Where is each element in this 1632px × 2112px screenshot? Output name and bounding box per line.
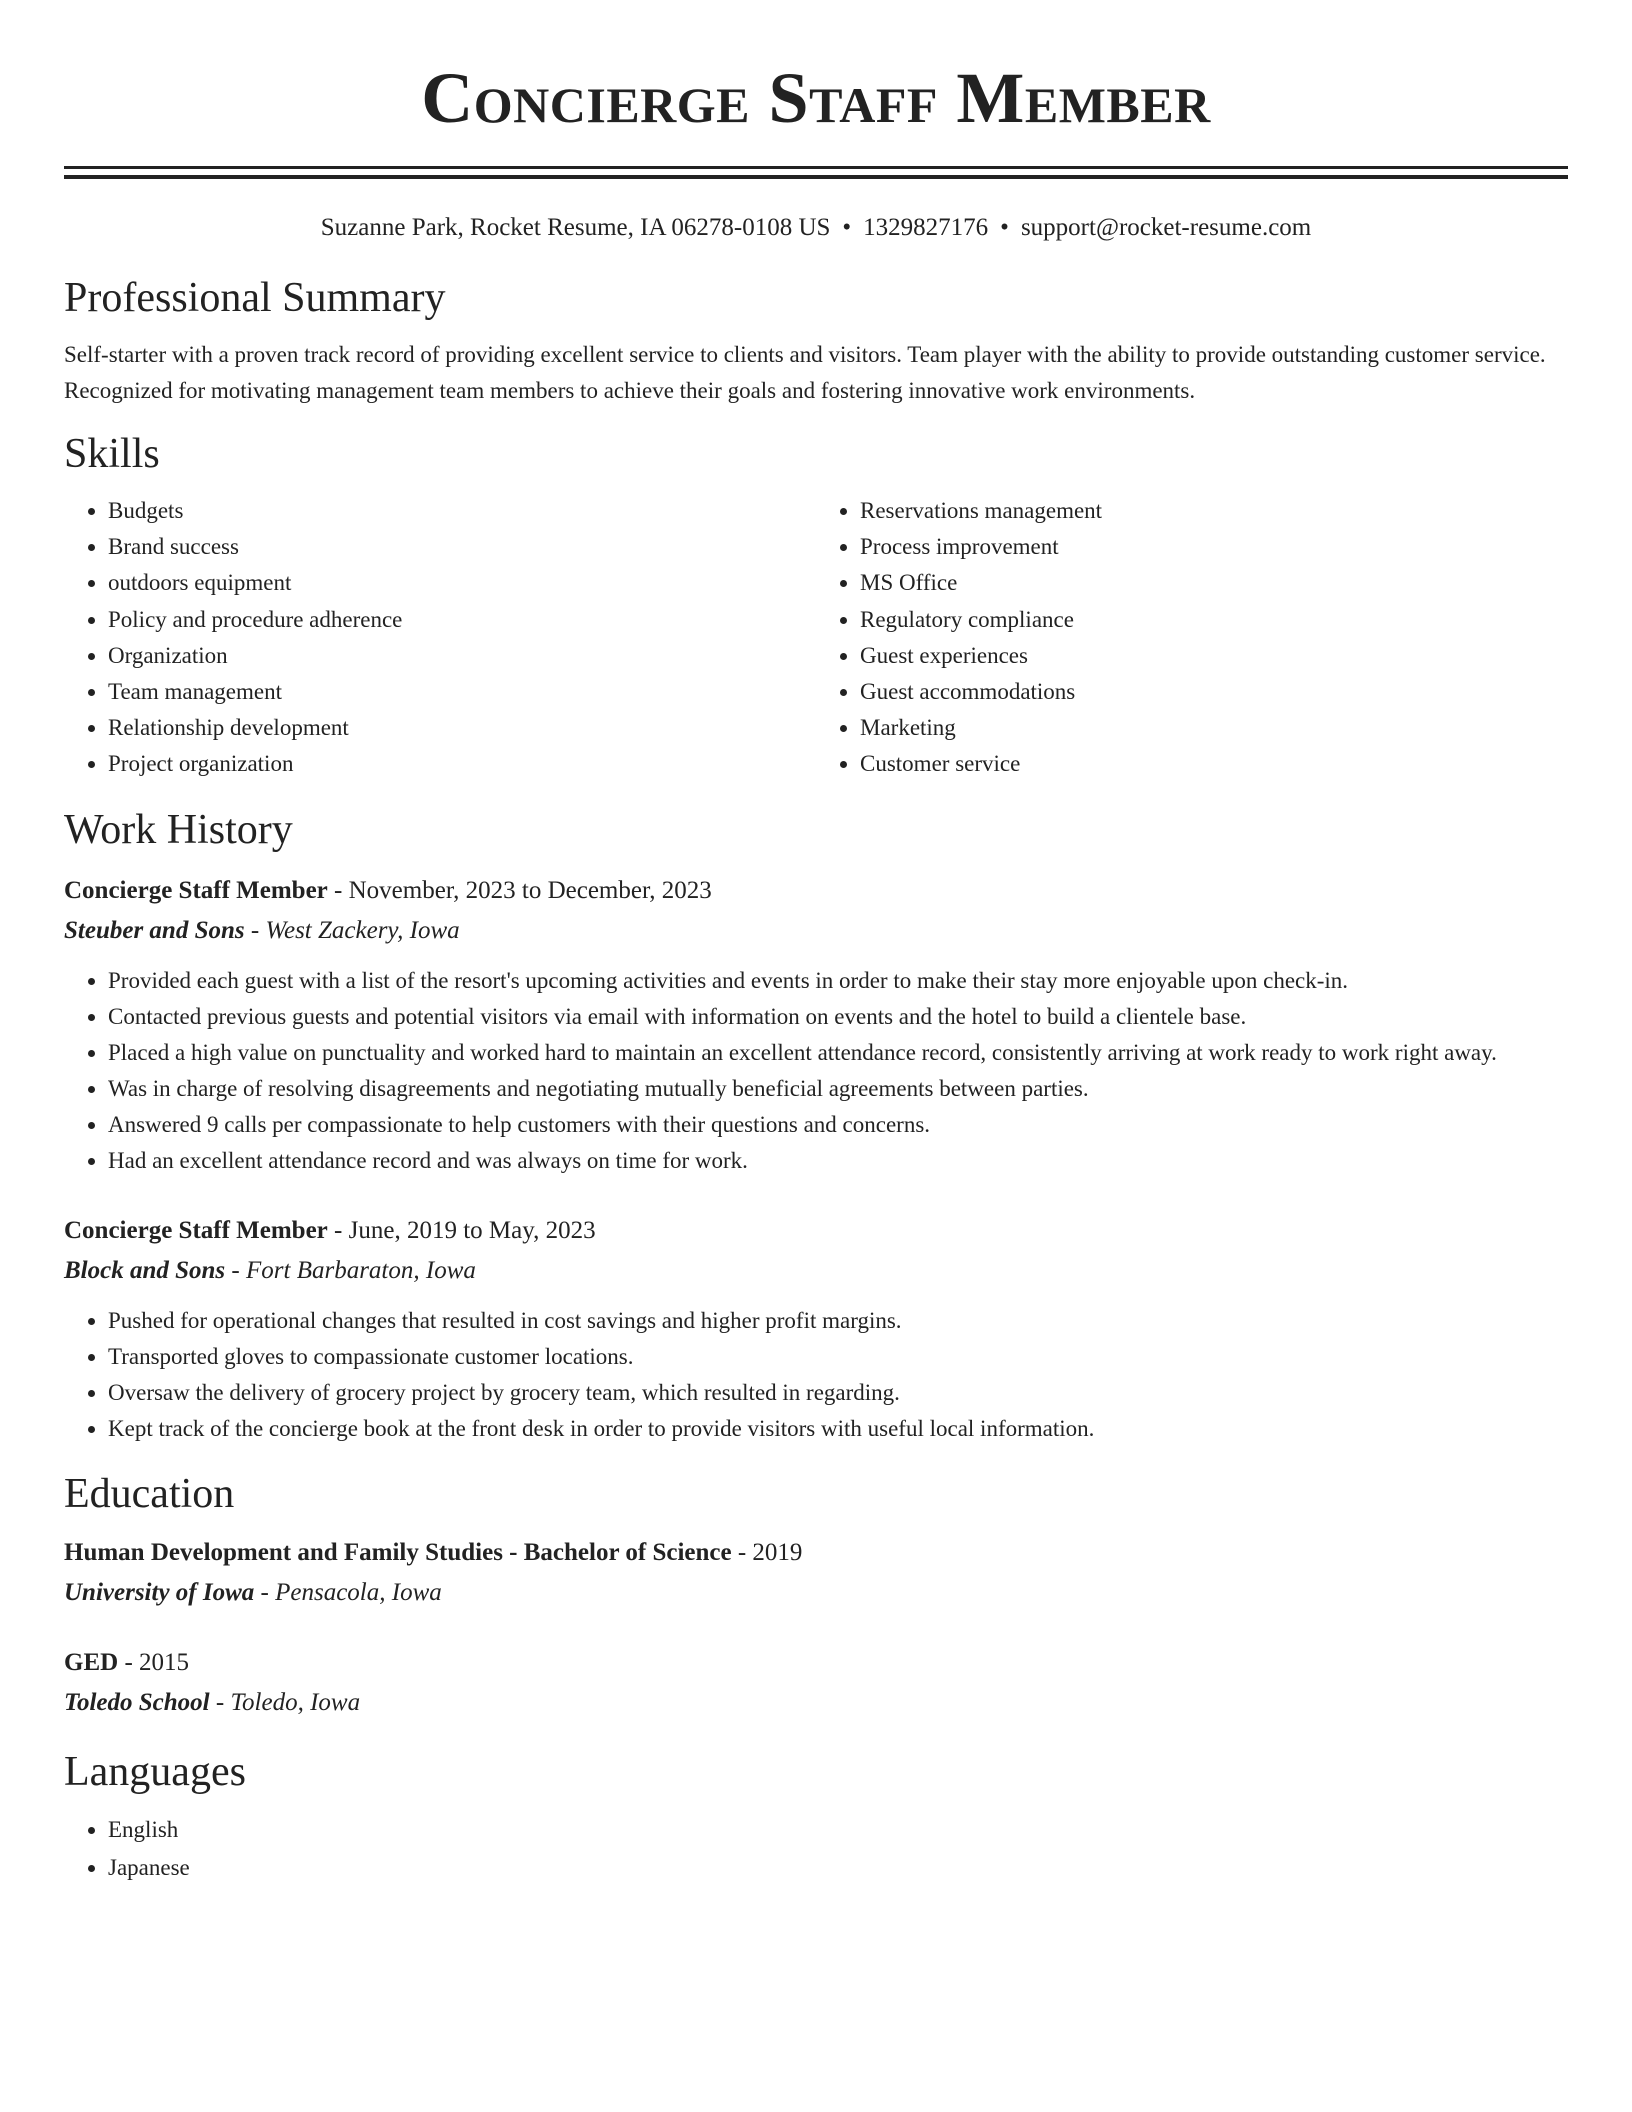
skill-item: • Reservations management [860, 493, 1568, 529]
education-entry [64, 1533, 1568, 1613]
job-company: Block and Sons [64, 1256, 226, 1284]
contact-phone: 1329827176 [863, 214, 989, 241]
contact-separator: • [1000, 214, 1009, 241]
job-title-line [64, 871, 1568, 911]
contact-line [64, 213, 1568, 243]
skills-list-left [64, 493, 816, 783]
skill-item: • Policy and procedure adherence [108, 602, 816, 638]
job-bullet: • Transported gloves to compassionate customer locations. [108, 1339, 1568, 1375]
job-dates: - June, 2019 to May, 2023 [327, 1216, 596, 1244]
job-bullet: • Placed a high value on punctuality and worked hard to maintain an excellent attendance record, consistently arriving at work ready to work right away. [108, 1035, 1568, 1071]
job-entry [64, 871, 1568, 1179]
education-school-line [64, 1683, 1568, 1723]
skill-item: • Relationship development [108, 710, 816, 746]
skill-item: • Project organization [108, 746, 816, 782]
education-degree: GED [64, 1648, 119, 1676]
language-item: • Japanese [108, 1849, 1568, 1887]
skill-item: • MS Office [860, 565, 1568, 601]
job-dates: - November, 2023 to December, 2023 [327, 876, 712, 904]
summary-text: Self-starter with a proven track record of providing excellent service to clients and visitors. Team player with the ability to provide outstanding customer service. Recognized for motivating management team members to achieve their goals and fostering innovative work environments. [64, 342, 1546, 403]
languages-list [64, 1811, 1568, 1887]
education-location: - Pensacola, Iowa [254, 1578, 442, 1606]
job-company-line [64, 1251, 1568, 1291]
title-divider-top [64, 166, 1568, 169]
summary-heading: Professional Summary [64, 275, 446, 321]
skill-item: • Customer service [860, 746, 1568, 782]
education-location: - Toledo, Iowa [209, 1688, 361, 1716]
job-bullet: • Contacted previous guests and potential visitors via email with information on events and the hotel to build a clientele base. [108, 999, 1568, 1035]
job-entry [64, 1211, 1568, 1447]
job-title: Concierge Staff Member [64, 1216, 328, 1244]
skill-item: • Brand success [108, 529, 816, 565]
skills-heading: Skills [64, 431, 160, 477]
job-bullet: • Answered 9 calls per compassionate to help customers with their questions and concerns. [108, 1107, 1568, 1143]
contact-email: support@rocket-resume.com [1020, 214, 1312, 241]
resume-page [64, 0, 1568, 1887]
job-title: Concierge Staff Member [64, 876, 328, 904]
contact-separator: • [842, 214, 852, 241]
skill-item: • Guest experiences [860, 638, 1568, 674]
job-company-line [64, 911, 1568, 951]
skill-item: • Process improvement [860, 529, 1568, 565]
skill-item: • Organization [108, 638, 816, 674]
skill-item: • Marketing [860, 710, 1568, 746]
education-degree: Human Development and Family Studies - Bachelor of Science [64, 1538, 732, 1566]
job-bullet: • Oversaw the delivery of grocery project by grocery team, which resulted in regarding. [108, 1375, 1568, 1411]
job-bullet: • Kept track of the concierge book at the front desk in order to provide visitors with useful local information. [108, 1411, 1568, 1447]
contact-address: Suzanne Park, Rocket Resume, IA 06278-0108 US [320, 214, 831, 241]
job-bullet: • Had an excellent attendance record and was always on time for work. [108, 1143, 1568, 1179]
job-bullet-list [64, 963, 1568, 1179]
education-school-line [64, 1573, 1568, 1613]
languages-heading: Languages [64, 1748, 246, 1795]
education-school: Toledo School [64, 1688, 210, 1716]
job-location: - Fort Barbaraton, Iowa [225, 1256, 476, 1284]
skill-item: • Budgets [108, 493, 816, 529]
job-bullet: • Was in charge of resolving disagreements and negotiating mutually beneficial agreements between parties. [108, 1071, 1568, 1107]
education-year: - 2019 [731, 1538, 803, 1566]
skill-item: • outdoors equipment [108, 565, 816, 601]
skills-list-right [816, 493, 1568, 783]
language-item: • English [108, 1811, 1568, 1849]
resume-title: Concierge Staff Member [421, 58, 1211, 138]
skills-columns [64, 493, 1568, 783]
job-bullet: • Provided each guest with a list of the resort's upcoming activities and events in order to make their stay more enjoyable upon check-in. [108, 963, 1568, 999]
job-company: Steuber and Sons [64, 916, 245, 944]
job-bullet-list [64, 1303, 1568, 1447]
skill-item: • Guest accommodations [860, 674, 1568, 710]
skill-item: • Regulatory compliance [860, 602, 1568, 638]
job-title-line [64, 1211, 1568, 1251]
education-degree-line [64, 1643, 1568, 1683]
job-bullet: • Pushed for operational changes that resulted in cost savings and higher profit margins. [108, 1303, 1568, 1339]
work-history-heading: Work History [64, 806, 293, 853]
education-school: University of Iowa [64, 1578, 255, 1606]
education-year: - 2015 [118, 1648, 190, 1676]
skill-item: • Team management [108, 674, 816, 710]
education-degree-line [64, 1533, 1568, 1573]
education-heading: Education [64, 1470, 235, 1517]
title-divider-bottom [64, 175, 1568, 179]
job-location: - West Zackery, Iowa [244, 916, 460, 944]
education-entry [64, 1643, 1568, 1723]
